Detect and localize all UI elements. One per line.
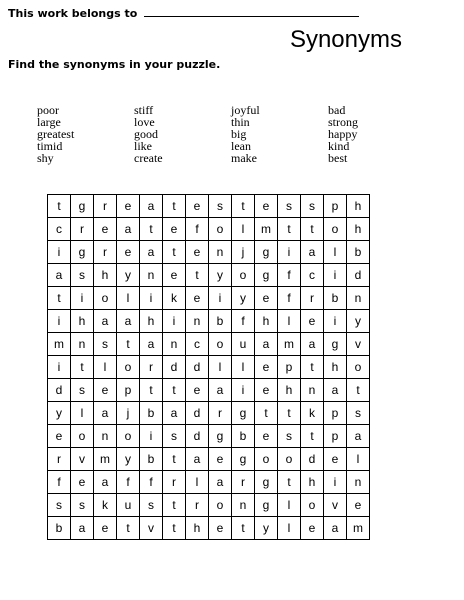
grid-cell[interactable]: n <box>209 241 232 264</box>
grid-cell[interactable]: e <box>209 448 232 471</box>
grid-row <box>48 425 370 448</box>
grid-cell[interactable]: f <box>48 471 71 494</box>
grid-cell[interactable]: r <box>163 471 186 494</box>
grid-cell[interactable]: t <box>301 218 324 241</box>
grid-cell[interactable]: e <box>347 494 370 517</box>
grid-cell[interactable]: t <box>71 356 94 379</box>
grid-row <box>48 356 370 379</box>
grid-cell[interactable]: a <box>117 218 140 241</box>
grid-cell[interactable]: o <box>209 333 232 356</box>
grid-cell[interactable]: t <box>163 448 186 471</box>
grid-cell[interactable]: r <box>94 241 117 264</box>
grid-cell[interactable]: e <box>186 287 209 310</box>
grid-cell[interactable]: t <box>163 379 186 402</box>
grid-cell[interactable]: n <box>186 310 209 333</box>
grid-cell[interactable]: t <box>163 494 186 517</box>
grid-cell[interactable]: e <box>255 356 278 379</box>
grid-cell[interactable]: d <box>186 425 209 448</box>
grid-cell[interactable]: n <box>94 425 117 448</box>
word-item: thin <box>231 115 250 129</box>
grid-row <box>48 310 370 333</box>
grid-cell[interactable]: t <box>347 379 370 402</box>
grid-cell[interactable]: i <box>324 471 347 494</box>
grid-cell[interactable]: o <box>347 356 370 379</box>
grid-cell[interactable]: e <box>255 287 278 310</box>
grid-cell[interactable]: h <box>347 218 370 241</box>
grid-cell[interactable]: t <box>186 264 209 287</box>
grid-cell[interactable]: n <box>140 264 163 287</box>
grid-cell[interactable]: a <box>255 333 278 356</box>
grid-cell[interactable]: i <box>71 287 94 310</box>
grid-cell[interactable]: d <box>186 402 209 425</box>
grid-cell[interactable]: i <box>48 241 71 264</box>
word-item: large <box>37 115 61 129</box>
grid-cell[interactable]: l <box>232 218 255 241</box>
grid-cell[interactable]: g <box>71 195 94 218</box>
grid-cell[interactable]: s <box>278 425 301 448</box>
grid-cell[interactable]: b <box>140 448 163 471</box>
grid-cell[interactable]: f <box>278 287 301 310</box>
grid-row <box>48 333 370 356</box>
grid-cell[interactable]: m <box>48 333 71 356</box>
word-item: happy <box>328 127 358 141</box>
grid-cell[interactable]: d <box>186 356 209 379</box>
grid-cell[interactable]: a <box>301 241 324 264</box>
grid-cell[interactable]: a <box>94 310 117 333</box>
grid-cell[interactable]: g <box>255 264 278 287</box>
word-item: best <box>328 151 348 165</box>
grid-cell[interactable]: t <box>232 517 255 540</box>
grid-cell[interactable]: g <box>232 448 255 471</box>
grid-cell[interactable]: e <box>255 425 278 448</box>
grid-cell[interactable]: v <box>140 517 163 540</box>
grid-cell[interactable]: g <box>255 241 278 264</box>
grid-cell[interactable]: i <box>163 310 186 333</box>
grid-cell[interactable]: l <box>186 471 209 494</box>
word-item: kind <box>328 139 350 153</box>
grid-cell[interactable]: o <box>94 287 117 310</box>
grid-cell[interactable]: y <box>255 517 278 540</box>
grid-cell[interactable]: g <box>255 471 278 494</box>
grid-cell[interactable]: o <box>209 218 232 241</box>
word-item: shy <box>37 151 54 165</box>
grid-cell[interactable]: g <box>232 402 255 425</box>
grid-cell[interactable]: g <box>209 425 232 448</box>
grid-cell[interactable]: h <box>278 379 301 402</box>
grid-cell[interactable]: e <box>163 264 186 287</box>
grid-cell[interactable]: y <box>48 402 71 425</box>
grid-cell[interactable]: a <box>324 517 347 540</box>
grid-cell[interactable]: f <box>278 264 301 287</box>
belongs-label: This work belongs to <box>8 7 138 20</box>
word-column <box>231 104 328 164</box>
grid-row <box>48 264 370 287</box>
grid-cell[interactable]: i <box>48 356 71 379</box>
grid-cell[interactable]: s <box>347 402 370 425</box>
word-column <box>37 104 134 164</box>
grid-cell[interactable]: j <box>117 402 140 425</box>
grid-cell[interactable]: r <box>94 195 117 218</box>
grid-cell[interactable]: t <box>301 356 324 379</box>
grid-cell[interactable]: y <box>117 264 140 287</box>
grid-cell[interactable]: a <box>94 402 117 425</box>
grid-cell[interactable]: h <box>94 264 117 287</box>
grid-cell[interactable]: f <box>232 310 255 333</box>
grid-cell[interactable]: b <box>232 425 255 448</box>
grid-row <box>48 517 370 540</box>
grid-cell[interactable]: h <box>186 517 209 540</box>
grid-cell[interactable]: p <box>278 356 301 379</box>
grid-row <box>48 494 370 517</box>
grid-cell[interactable]: e <box>94 218 117 241</box>
grid-cell[interactable]: o <box>117 356 140 379</box>
grid-cell[interactable]: k <box>163 287 186 310</box>
grid-cell[interactable]: y <box>209 264 232 287</box>
grid-cell[interactable]: e <box>255 379 278 402</box>
grid-cell[interactable]: s <box>140 494 163 517</box>
grid-cell[interactable]: t <box>301 425 324 448</box>
grid-row <box>48 287 370 310</box>
grid-row <box>48 218 370 241</box>
grid-cell[interactable]: s <box>71 379 94 402</box>
grid-cell[interactable]: f <box>140 471 163 494</box>
grid-cell[interactable]: c <box>301 264 324 287</box>
grid-cell[interactable]: b <box>209 310 232 333</box>
grid-cell[interactable]: n <box>163 333 186 356</box>
grid-cell[interactable]: l <box>278 517 301 540</box>
grid-cell[interactable]: e <box>324 448 347 471</box>
grid-cell[interactable]: e <box>255 195 278 218</box>
grid-row <box>48 195 370 218</box>
grid-cell[interactable]: t <box>278 402 301 425</box>
page-title: Synonyms <box>289 26 402 53</box>
grid-cell[interactable]: e <box>301 517 324 540</box>
grid-cell[interactable]: a <box>48 264 71 287</box>
word-item: good <box>134 127 158 141</box>
grid-cell[interactable]: s <box>94 333 117 356</box>
grid-cell[interactable]: n <box>232 494 255 517</box>
grid-cell[interactable]: o <box>117 425 140 448</box>
grid-cell[interactable]: e <box>94 517 117 540</box>
grid-cell[interactable]: p <box>117 379 140 402</box>
grid-cell[interactable]: o <box>209 494 232 517</box>
grid-cell[interactable]: a <box>347 425 370 448</box>
grid-cell[interactable]: t <box>278 471 301 494</box>
grid-cell[interactable]: o <box>278 448 301 471</box>
grid-cell[interactable]: p <box>324 195 347 218</box>
grid-cell[interactable]: n <box>301 379 324 402</box>
grid-cell[interactable]: e <box>71 471 94 494</box>
grid-row <box>48 402 370 425</box>
grid-cell[interactable]: d <box>163 356 186 379</box>
grid-cell[interactable]: d <box>301 448 324 471</box>
grid-cell[interactable]: r <box>232 471 255 494</box>
word-column <box>328 104 425 164</box>
grid-cell[interactable]: i <box>140 287 163 310</box>
grid-cell[interactable]: l <box>117 287 140 310</box>
grid-cell[interactable]: p <box>324 402 347 425</box>
grid-cell[interactable]: y <box>117 448 140 471</box>
grid-cell[interactable]: n <box>347 471 370 494</box>
grid-cell[interactable]: t <box>117 333 140 356</box>
grid-cell[interactable]: m <box>278 333 301 356</box>
grid-cell[interactable]: t <box>48 195 71 218</box>
word-column <box>134 104 231 164</box>
grid-cell[interactable]: l <box>324 241 347 264</box>
word-item: like <box>134 139 152 153</box>
grid-cell[interactable]: s <box>278 195 301 218</box>
grid-cell[interactable]: p <box>324 425 347 448</box>
grid-cell[interactable]: e <box>163 218 186 241</box>
grid-cell[interactable]: b <box>324 287 347 310</box>
grid-cell[interactable]: f <box>186 218 209 241</box>
word-item: big <box>231 127 247 141</box>
grid-cell[interactable]: l <box>209 356 232 379</box>
grid-cell[interactable]: t <box>232 195 255 218</box>
grid-cell[interactable]: r <box>209 402 232 425</box>
grid-cell[interactable]: t <box>117 517 140 540</box>
grid-cell[interactable]: k <box>301 402 324 425</box>
grid-cell[interactable]: i <box>324 264 347 287</box>
grid-cell[interactable]: c <box>48 218 71 241</box>
grid-cell[interactable]: e <box>186 241 209 264</box>
grid-cell[interactable]: e <box>186 195 209 218</box>
grid-cell[interactable]: l <box>94 356 117 379</box>
grid-cell[interactable]: o <box>232 264 255 287</box>
word-search-grid <box>47 194 370 540</box>
grid-cell[interactable]: t <box>140 218 163 241</box>
grid-cell[interactable]: l <box>71 402 94 425</box>
grid-cell[interactable]: s <box>48 494 71 517</box>
grid-cell[interactable]: a <box>117 310 140 333</box>
grid-cell[interactable]: l <box>278 310 301 333</box>
grid-cell[interactable]: a <box>301 333 324 356</box>
grid-cell[interactable]: g <box>71 241 94 264</box>
word-item: joyful <box>231 103 260 117</box>
word-item: lean <box>231 139 251 153</box>
grid-row <box>48 448 370 471</box>
grid-row <box>48 379 370 402</box>
grid-cell[interactable]: d <box>48 379 71 402</box>
grid-cell[interactable]: i <box>209 287 232 310</box>
word-item: strong <box>328 115 358 129</box>
grid-cell[interactable]: h <box>347 195 370 218</box>
grid-cell[interactable]: y <box>232 287 255 310</box>
grid-cell[interactable]: t <box>163 195 186 218</box>
word-item: poor <box>37 103 59 117</box>
grid-cell[interactable]: n <box>347 287 370 310</box>
grid-cell[interactable]: l <box>232 356 255 379</box>
grid-cell[interactable]: m <box>255 218 278 241</box>
ownership-line <box>8 6 359 20</box>
grid-cell[interactable]: r <box>140 356 163 379</box>
name-blank[interactable] <box>144 6 359 17</box>
grid-cell[interactable]: t <box>278 218 301 241</box>
grid-cell[interactable]: r <box>301 287 324 310</box>
grid-cell[interactable]: v <box>71 448 94 471</box>
grid-cell[interactable]: r <box>71 218 94 241</box>
word-list <box>37 104 425 164</box>
word-item: timid <box>37 139 63 153</box>
grid-cell[interactable]: t <box>163 517 186 540</box>
grid-cell[interactable]: l <box>347 448 370 471</box>
grid-cell[interactable]: g <box>324 333 347 356</box>
grid-cell[interactable]: h <box>324 356 347 379</box>
grid-cell[interactable]: v <box>347 333 370 356</box>
grid-cell[interactable]: e <box>117 241 140 264</box>
grid-cell[interactable]: a <box>209 379 232 402</box>
grid-cell[interactable]: h <box>71 310 94 333</box>
grid-cell[interactable]: h <box>140 310 163 333</box>
grid-cell[interactable]: c <box>186 333 209 356</box>
grid-cell[interactable]: s <box>163 425 186 448</box>
grid-cell[interactable]: s <box>71 494 94 517</box>
grid-cell[interactable]: a <box>324 379 347 402</box>
grid-cell[interactable]: o <box>255 448 278 471</box>
grid-cell[interactable]: v <box>324 494 347 517</box>
grid-cell[interactable]: a <box>71 517 94 540</box>
grid-row <box>48 241 370 264</box>
grid-cell[interactable]: e <box>94 379 117 402</box>
word-item: bad <box>328 103 346 117</box>
grid-cell[interactable]: e <box>48 425 71 448</box>
grid-cell[interactable]: u <box>117 494 140 517</box>
grid-row <box>48 471 370 494</box>
word-item: create <box>134 151 163 165</box>
word-item: make <box>231 151 257 165</box>
grid-cell[interactable]: t <box>140 379 163 402</box>
grid-cell[interactable]: e <box>117 195 140 218</box>
grid-cell[interactable]: t <box>48 287 71 310</box>
grid-cell[interactable]: b <box>48 517 71 540</box>
grid-cell[interactable]: o <box>301 494 324 517</box>
word-item: stiff <box>134 103 154 117</box>
grid-cell[interactable]: o <box>324 218 347 241</box>
grid-cell[interactable]: e <box>301 310 324 333</box>
grid-cell[interactable]: d <box>347 264 370 287</box>
grid-cell[interactable]: b <box>140 402 163 425</box>
grid-cell[interactable]: r <box>48 448 71 471</box>
grid-cell[interactable]: n <box>71 333 94 356</box>
grid-cell[interactable]: a <box>186 448 209 471</box>
grid-cell[interactable]: o <box>71 425 94 448</box>
grid-cell[interactable]: s <box>301 195 324 218</box>
grid-cell[interactable]: f <box>117 471 140 494</box>
grid-cell[interactable]: s <box>209 195 232 218</box>
grid-cell[interactable]: k <box>94 494 117 517</box>
grid-cell[interactable]: m <box>94 448 117 471</box>
grid-cell[interactable]: h <box>301 471 324 494</box>
grid-cell[interactable]: g <box>255 494 278 517</box>
grid-cell[interactable]: a <box>140 195 163 218</box>
grid-cell[interactable]: a <box>140 333 163 356</box>
grid-cell[interactable]: a <box>140 241 163 264</box>
grid-cell[interactable]: i <box>278 241 301 264</box>
grid-cell[interactable]: r <box>186 494 209 517</box>
instructions: Find the synonyms in your puzzle. <box>8 58 221 71</box>
grid-cell[interactable]: a <box>94 471 117 494</box>
grid-cell[interactable]: i <box>324 310 347 333</box>
grid-cell[interactable]: b <box>347 241 370 264</box>
word-item: love <box>134 115 155 129</box>
word-item: greatest <box>37 127 75 141</box>
grid-cell[interactable]: u <box>232 333 255 356</box>
grid-cell[interactable]: l <box>278 494 301 517</box>
grid-cell[interactable]: a <box>163 402 186 425</box>
grid-cell[interactable]: t <box>255 402 278 425</box>
grid-cell[interactable]: s <box>71 264 94 287</box>
grid-cell[interactable]: t <box>163 241 186 264</box>
grid-cell[interactable]: h <box>255 310 278 333</box>
grid-cell[interactable]: i <box>48 310 71 333</box>
grid-cell[interactable]: j <box>232 241 255 264</box>
grid-cell[interactable]: i <box>140 425 163 448</box>
grid-cell[interactable]: m <box>347 517 370 540</box>
grid-cell[interactable]: a <box>209 471 232 494</box>
grid-cell[interactable]: e <box>209 517 232 540</box>
grid-cell[interactable]: y <box>347 310 370 333</box>
grid-cell[interactable]: e <box>186 379 209 402</box>
grid-cell[interactable]: i <box>232 379 255 402</box>
